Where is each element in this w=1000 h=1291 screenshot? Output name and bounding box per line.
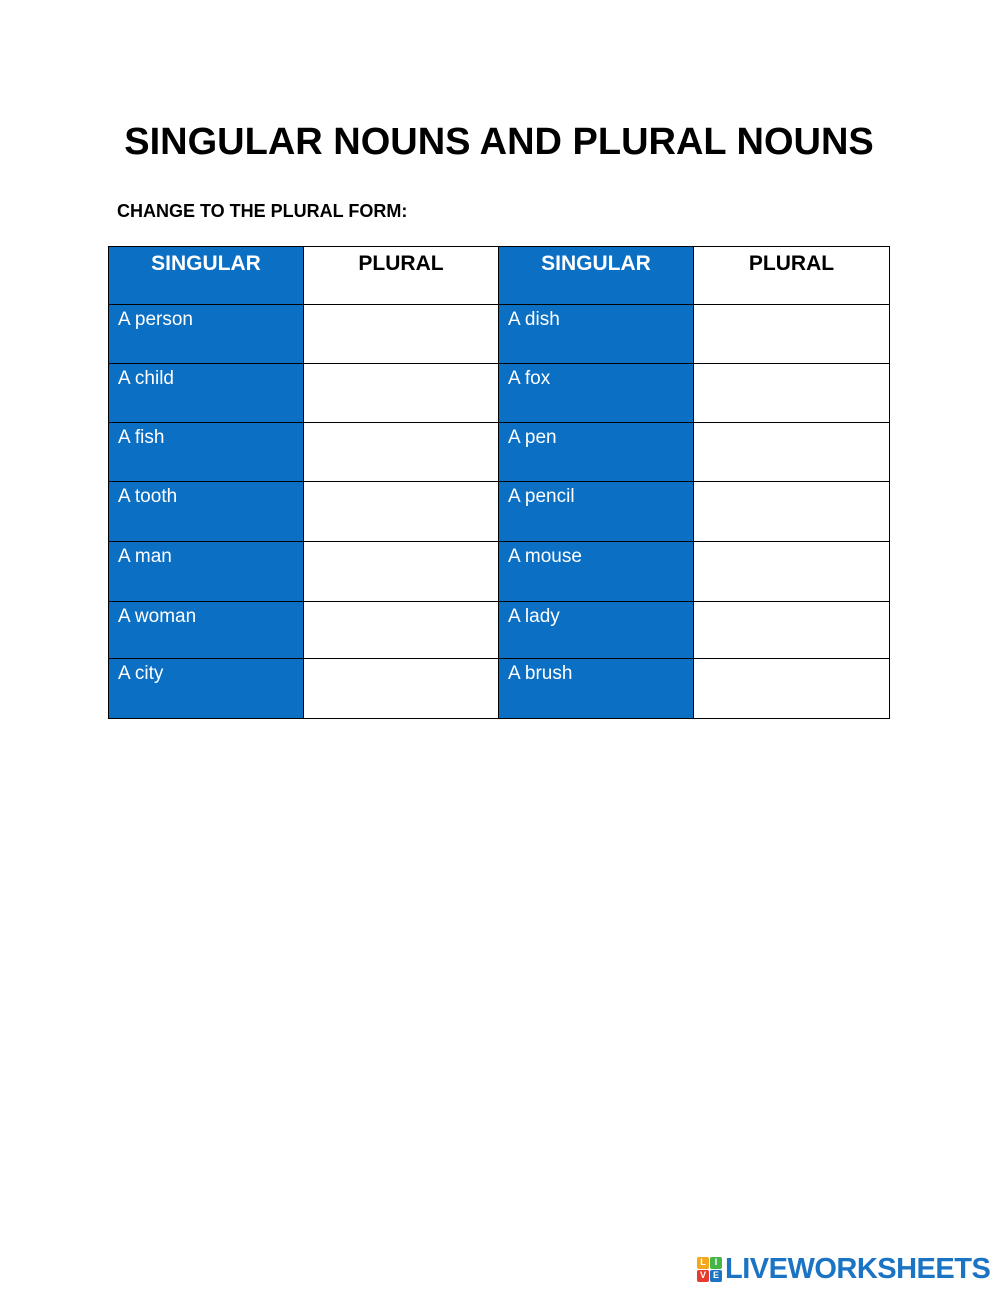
table-header-row	[109, 247, 890, 305]
plural-answer-field[interactable]	[304, 482, 499, 542]
singular-noun-cell: A person	[109, 305, 304, 364]
table-row	[109, 602, 890, 659]
singular-noun-cell: A lady	[499, 602, 694, 659]
header-plural-right: PLURAL	[694, 247, 890, 305]
table-row	[109, 364, 890, 423]
singular-noun-cell: A man	[109, 542, 304, 602]
header-singular-right: SINGULAR	[499, 247, 694, 305]
badge-letter-l: L	[697, 1257, 709, 1269]
plural-answer-field[interactable]	[694, 482, 890, 542]
plural-answer-field[interactable]	[304, 305, 499, 364]
plural-answer-field[interactable]	[694, 542, 890, 602]
singular-noun-cell: A fish	[109, 423, 304, 482]
instruction-text: CHANGE TO THE PLURAL FORM:	[117, 201, 408, 221]
singular-noun-cell: A mouse	[499, 542, 694, 602]
logo-text: LIVEWORKSHEETS	[725, 1252, 991, 1285]
plural-answer-field[interactable]	[304, 602, 499, 659]
badge-letter-e: E	[710, 1270, 722, 1282]
plural-answer-field[interactable]	[694, 364, 890, 423]
singular-noun-cell: A dish	[499, 305, 694, 364]
header-plural-left: PLURAL	[304, 247, 499, 305]
plural-answer-field[interactable]	[304, 659, 499, 719]
plural-answer-field[interactable]	[694, 659, 890, 719]
badge-letter-v: V	[697, 1270, 709, 1282]
plural-answer-field[interactable]	[694, 305, 890, 364]
badge-letter-i: I	[710, 1257, 722, 1269]
table-row	[109, 482, 890, 542]
singular-noun-cell: A child	[109, 364, 304, 423]
plural-answer-field[interactable]	[694, 423, 890, 482]
header-singular-left: SINGULAR	[109, 247, 304, 305]
page-title: SINGULAR NOUNS AND PLURAL NOUNS	[124, 121, 874, 163]
plural-answer-field[interactable]	[304, 364, 499, 423]
singular-noun-cell: A pen	[499, 423, 694, 482]
singular-noun-cell: A woman	[109, 602, 304, 659]
plural-answer-field[interactable]	[304, 542, 499, 602]
singular-noun-cell: A pencil	[499, 482, 694, 542]
singular-noun-cell: A brush	[499, 659, 694, 719]
table-row	[109, 542, 890, 602]
live-badge-icon	[697, 1257, 722, 1282]
liveworksheets-logo	[697, 1252, 990, 1286]
table-row	[109, 423, 890, 482]
plural-answer-field[interactable]	[694, 602, 890, 659]
noun-table	[108, 246, 890, 719]
singular-noun-cell: A tooth	[109, 482, 304, 542]
plural-answer-field[interactable]	[304, 423, 499, 482]
singular-noun-cell: A city	[109, 659, 304, 719]
singular-noun-cell: A fox	[499, 364, 694, 423]
table-row	[109, 659, 890, 719]
table-row	[109, 305, 890, 364]
